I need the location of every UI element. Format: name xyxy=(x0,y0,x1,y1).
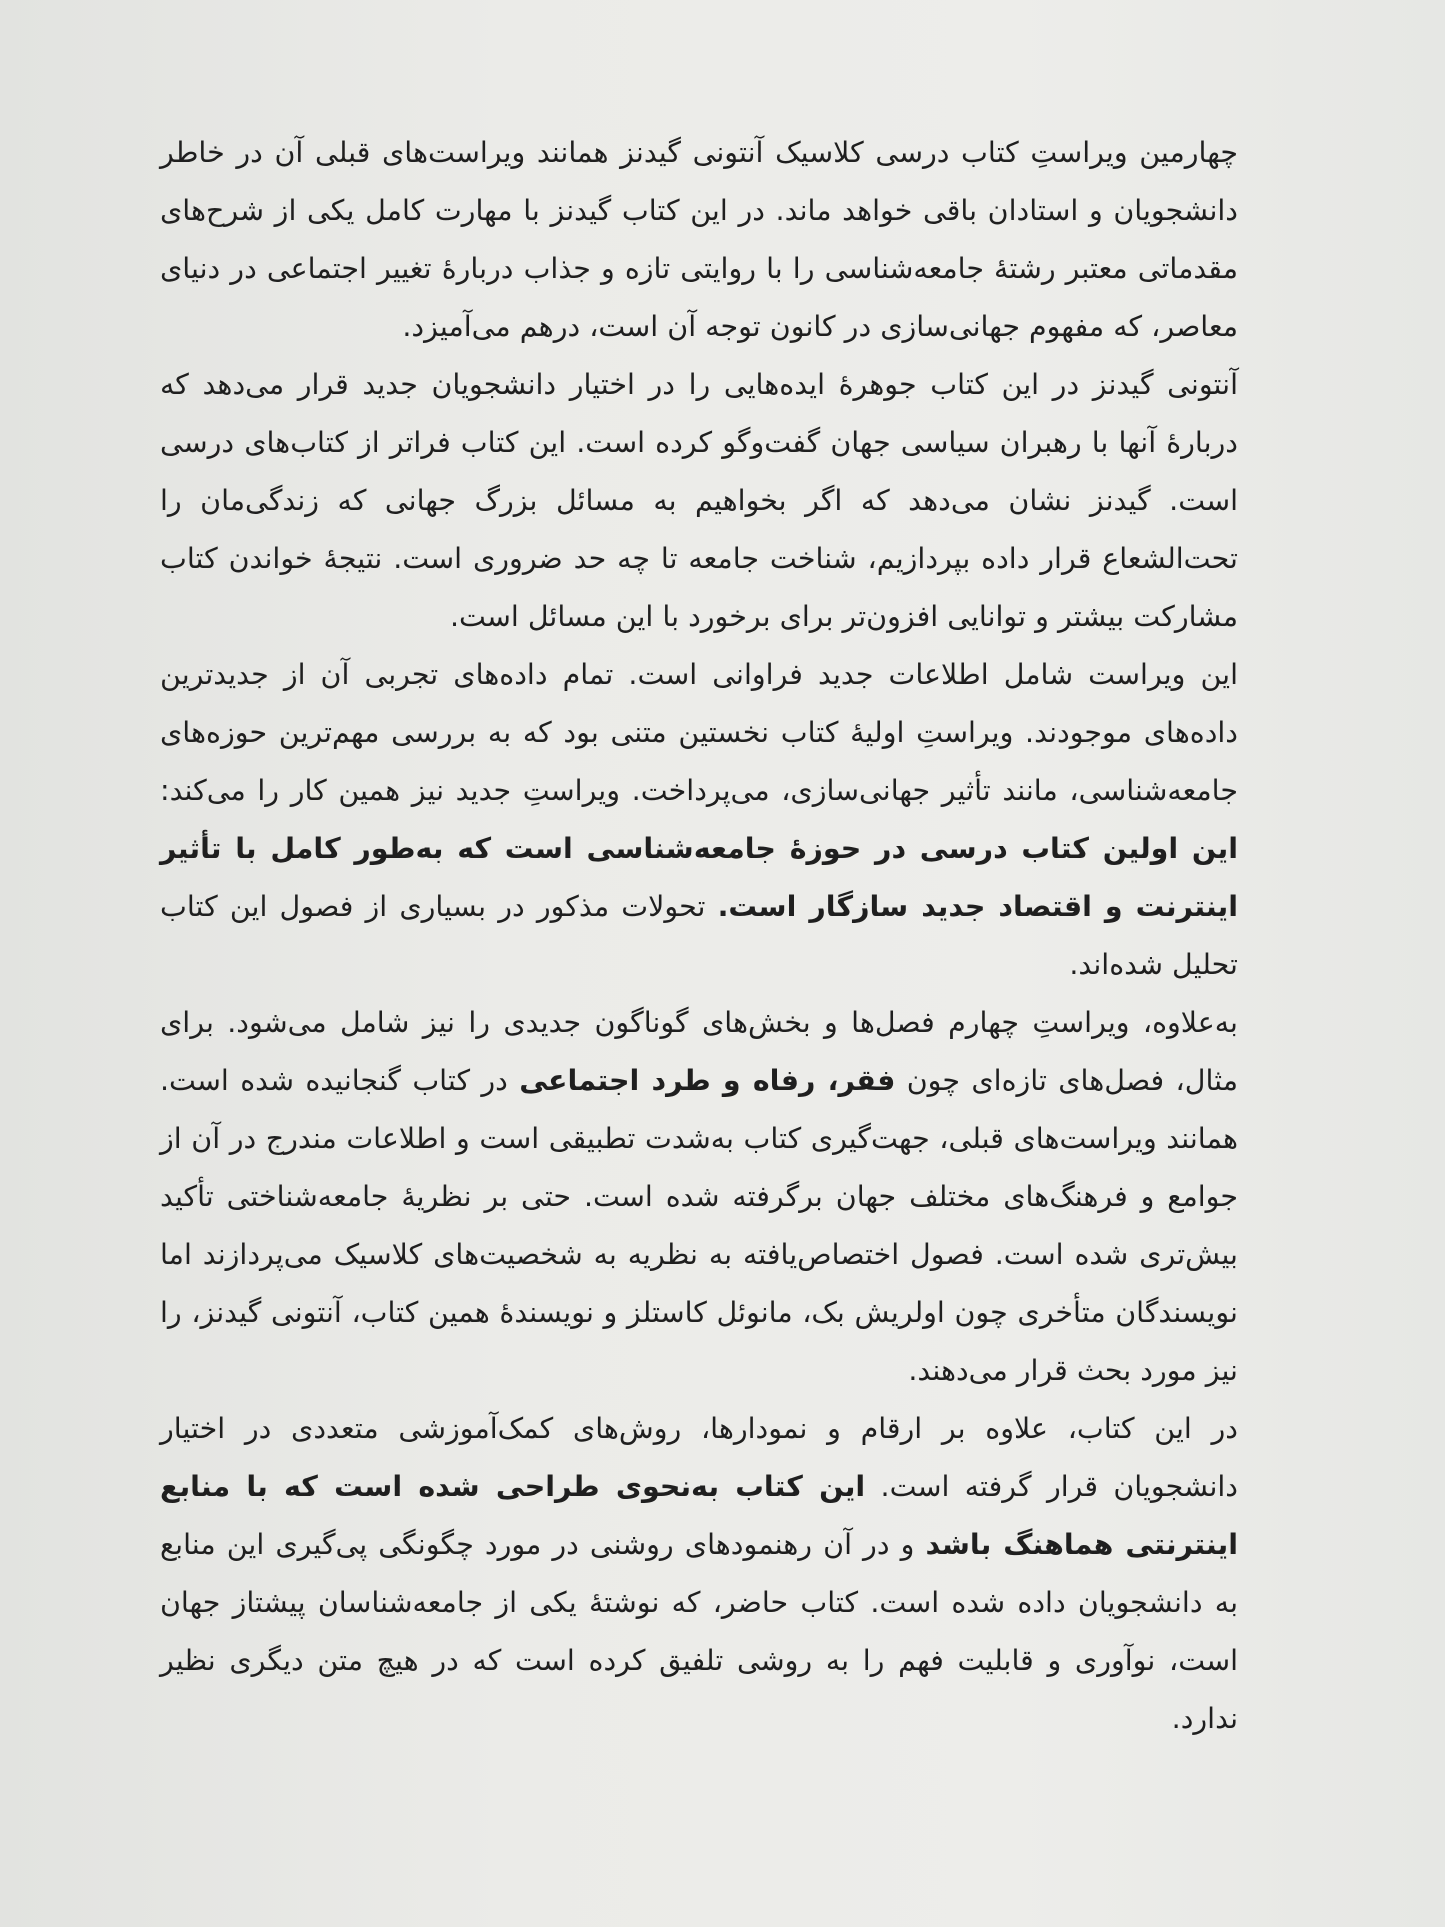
paragraph-5-bold-highlight: این کتاب به‌نحوی طراحی شده است که با منابع اینترنتی هماهنگ باشد xyxy=(160,1470,1238,1561)
paragraph-4-text-a: به‌علاوه، ویراستِ چهارم فصل‌ها و بخش‌های گوناگون جدیدی را نیز شامل می‌شود. برای مثال، فصل‌های تازه‌ای چون xyxy=(160,1006,1238,1097)
paragraph-3 xyxy=(160,646,1238,994)
paragraph-3-text-a: این ویراست شامل اطلاعات جدید فراوانی است. تمام داده‌های تجربی آن از جدیدترین داده‌های موجودند. ویراستِ اولیهٔ کتاب نخستین متنی بود که به بررسی مهم‌ترین حوزه‌های جامعه‌شناسی، مانند تأثیر جهانی‌سازی، می‌پرداخت. ویراستِ جدید نیز همین کار را می‌کند: xyxy=(160,658,1238,807)
paragraph-2 xyxy=(160,356,1238,646)
paragraph-1 xyxy=(160,124,1238,356)
paragraph-3-text-b: تحولات مذکور در بسیاری از فصول این کتاب تحلیل شده‌اند. xyxy=(160,890,1238,981)
paragraph-2-text: آنتونی گیدنز در این کتاب جوهرهٔ ایده‌هایی را در اختیار دانشجویان جدید قرار می‌دهد که دربارهٔ آنها با رهبران سیاسی جهان گفت‌وگو کرده است. این کتاب فراتر از کتاب‌های درسی است. گیدنز نشان می‌دهد که اگر بخواهیم به مسائل بزرگ جهانی که زندگی‌مان را تحت‌الشعاع قرار داده بپردازیم، شناخت جامعه تا چه حد ضروری است. نتیجهٔ خواندن کتاب مشارکت بیشتر و توانایی افزون‌تر برای برخورد با این مسائل است. xyxy=(160,368,1238,633)
paragraph-3-bold-highlight: این اولین کتاب درسی در حوزهٔ جامعه‌شناسی است که به‌طور کامل با تأثیر اینترنت و اقتصاد جدید سازگار است. xyxy=(160,832,1238,923)
paragraph-5-text-b: و در آن رهنمودهای روشنی در مورد چگونگی پی‌گیری این منابع به دانشجویان داده شده است. کتاب حاضر، که نوشتهٔ یکی از جامعه‌شناسان پیشتاز جهان است، نوآوری و قابلیت فهم را به روشی تلفیق کرده است که در هیچ متن دیگری نظیر ندارد. xyxy=(160,1528,1238,1735)
blurb-text-block xyxy=(160,124,1238,1748)
paragraph-4 xyxy=(160,994,1238,1400)
paragraph-4-text-b: در کتاب گنجانیده شده است. همانند ویراست‌های قبلی، جهت‌گیری کتاب به‌شدت تطبیقی است و اطلاعات مندرج در آن از جوامع و فرهنگ‌های مختلف جهان برگرفته شده است. حتی بر نظریهٔ جامعه‌شناختی تأکید بیش‌تری شده است. فصول اختصاص‌یافته به نظریه به شخصیت‌های کلاسیک می‌پردازند اما نویسندگان متأخری چون اولریش بک، مانوئل کاستلز و نویسندهٔ همین کتاب، آنتونی گیدنز، را نیز مورد بحث قرار می‌دهند. xyxy=(160,1064,1238,1387)
paragraph-5-text-a: در این کتاب، علاوه بر ارقام و نمودارها، روش‌های کمک‌آموزشی متعددی در اختیار دانشجویان قرار گرفته است. xyxy=(160,1412,1238,1503)
paragraph-4-bold-highlight: فقر، رفاه و طرد اجتماعی xyxy=(519,1064,896,1097)
paragraph-5 xyxy=(160,1400,1238,1748)
paragraph-1-text: چهارمین ویراستِ کتاب درسی کلاسیک آنتونی گیدنز همانند ویراست‌های قبلی آن در خاطر دانشجویان و استادان باقی خواهد ماند. در این کتاب گیدنز با مهارت کامل یکی از شرح‌های مقدماتی معتبر رشتهٔ جامعه‌شناسی را با روایتی تازه و جذاب دربارهٔ تغییر اجتماعی در دنیای معاصر، که مفهوم جهانی‌سازی در کانون توجه آن است، درهم می‌آمیزد. xyxy=(160,136,1238,343)
